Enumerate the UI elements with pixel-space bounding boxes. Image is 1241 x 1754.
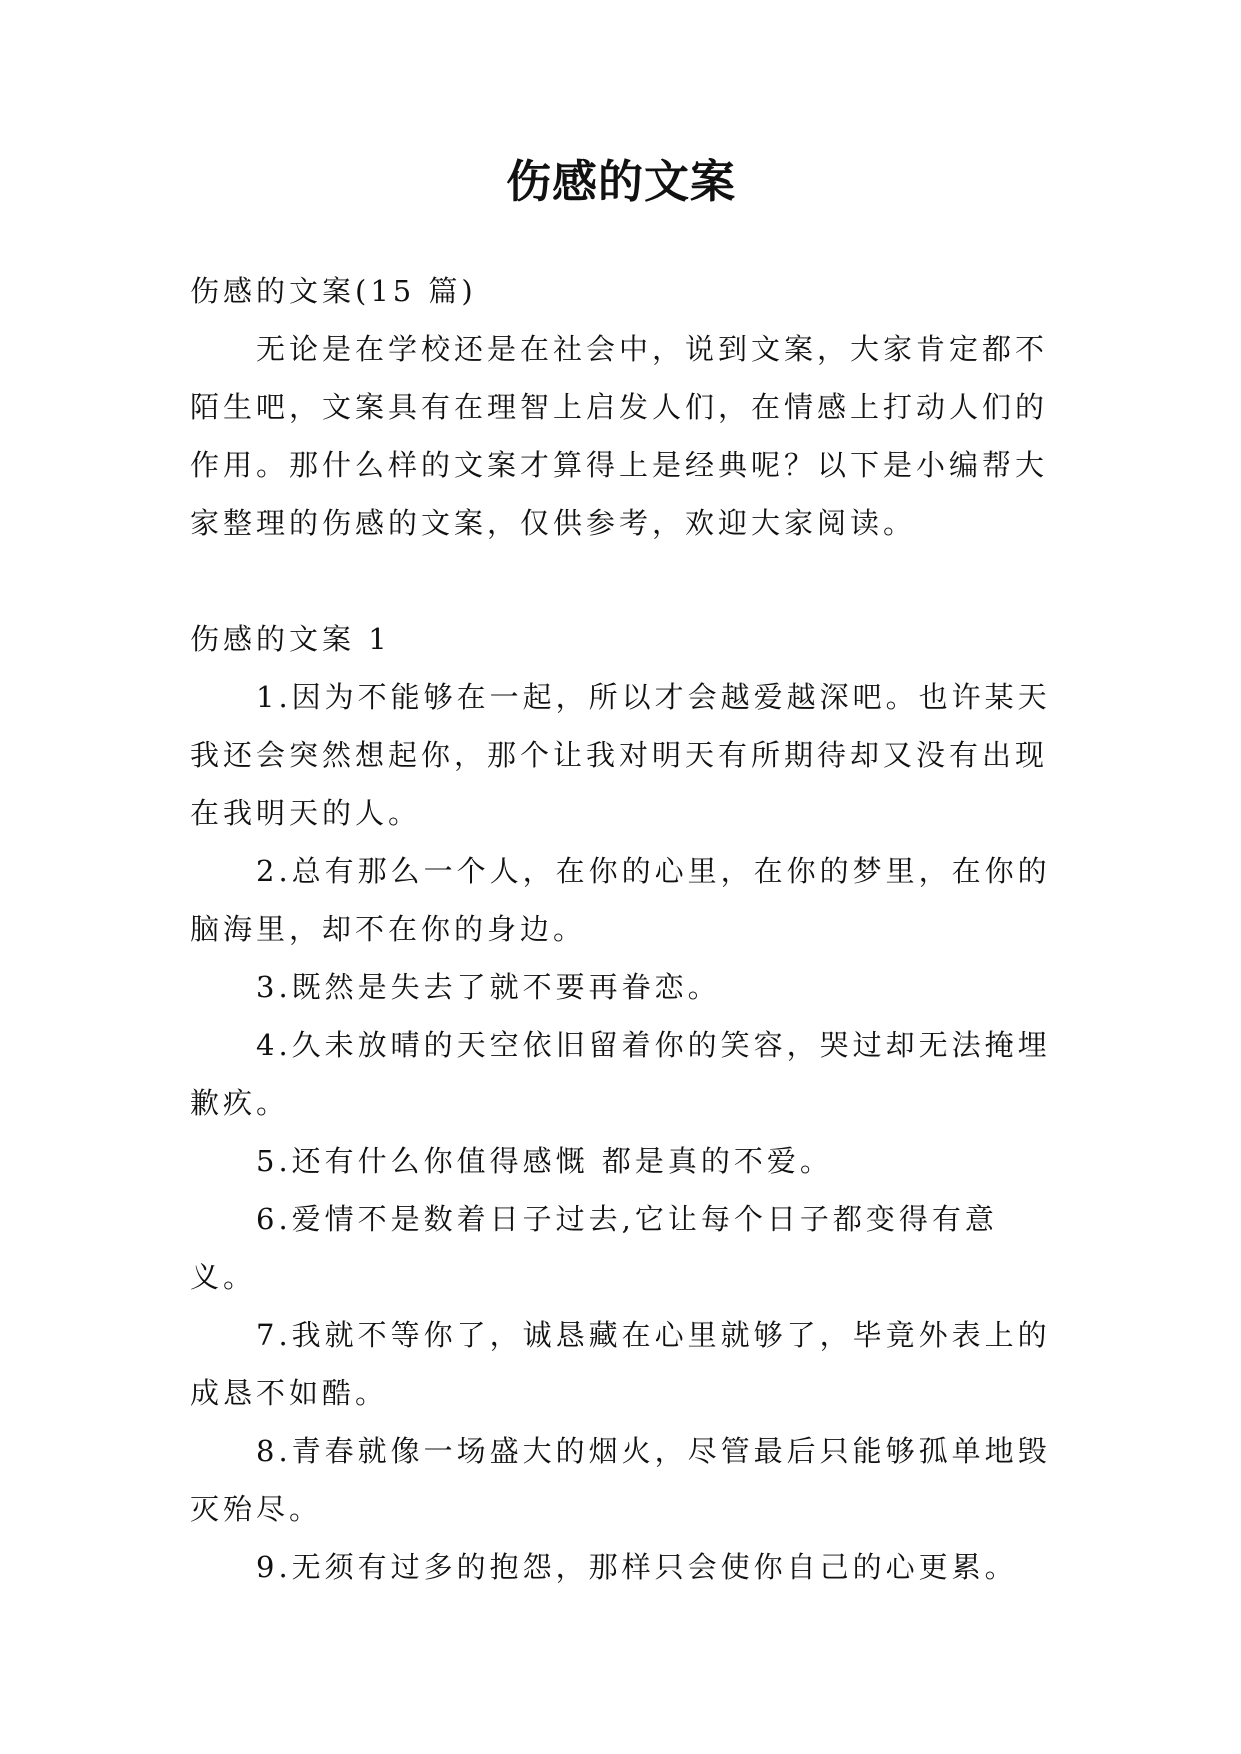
intro-paragraph: 无论是在学校还是在社会中，说到文案，大家肯定都不陌生吧，文案具有在理智上启发人们，在情感上打动人们的作用。那什么样的文案才算得上是经典呢？以下是小编帮大家整理的伤感的文案，仅供参考，欢迎大家阅读。 [190, 332, 1049, 540]
list-item: 3.既然是失去了就不要再眷恋。 [256, 970, 721, 1004]
document-title: 伤感的文案 [505, 155, 736, 208]
list-item: 2.总有那么一个人，在你的心里，在你的梦里，在你的脑海里，却不在你的身边。 [190, 854, 1051, 946]
section-heading: 伤感的文案 1 [190, 622, 391, 656]
list-item: 6.爱情不是数着日子过去,它让每个日子都变得有意义。 [190, 1202, 998, 1294]
list-item: 4.久未放晴的天空依旧留着你的笑容，哭过却无法掩埋歉疚。 [190, 1028, 1051, 1120]
paragraph-gap [190, 552, 1052, 610]
list-item: 5.还有什么你值得感慨 都是真的不爱。 [256, 1144, 833, 1178]
document-subtitle: 伤感的文案(15 篇) [190, 274, 477, 308]
list-item: 1.因为不能够在一起，所以才会越爱越深吧。也许某天我还会突然想起你，那个让我对明天有所期待却又没有出现在我明天的人。 [190, 680, 1051, 830]
list-item: 7.我就不等你了，诚恳藏在心里就够了，毕竟外表上的成恳不如酷。 [190, 1318, 1051, 1410]
list-item: 8.青春就像一场盛大的烟火，尽管最后只能够孤单地毁灭殆尽。 [190, 1434, 1051, 1526]
list-item: 9.无须有过多的抱怨，那样只会使你自己的心更累。 [256, 1550, 1018, 1584]
document-body [190, 262, 1052, 1596]
